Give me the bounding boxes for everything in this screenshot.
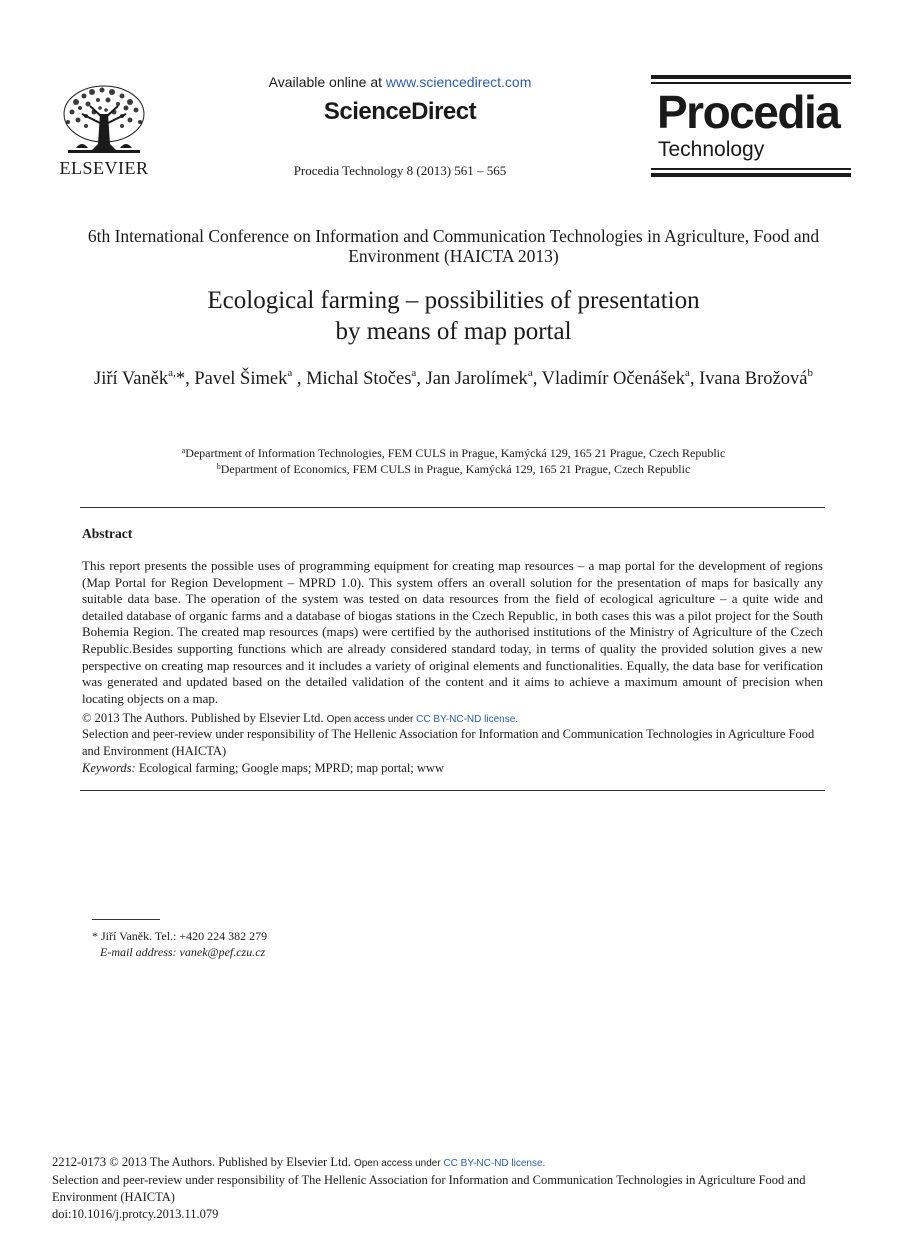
- journal-logo-sub: Technology: [658, 138, 765, 161]
- keywords-text: Ecological farming; Google maps; MPRD; map portal; www: [135, 761, 444, 775]
- author-name: Ivana Brožová: [699, 369, 808, 389]
- footnote-rule: [92, 919, 160, 920]
- affiliation-sup: b: [216, 462, 221, 471]
- divider-bottom: [80, 790, 825, 791]
- author-sup: a: [411, 367, 417, 379]
- affiliation-sup: a: [181, 446, 186, 455]
- available-online: [200, 74, 600, 90]
- abstract-body: This report presents the possible uses of programming equipment for creating map resources – a map portal for the development of regions (Map Portal for Region Development – MPRD 1.0). This system offers an overall solution for the presentation of maps for basically any suitable data base. The operation of the system was tested on data resources from the field of ecological agriculture – a quite wide and detailed database of organic farms and a database of biogas stations in the Czech Republic, in both cases this was a pilot project for the South Bohemia Region. The created map resources (maps) were certified by the authorised institutions of the Ministry of Agriculture of the Czech Republic.Besides supporting functions which are already considered standard today, in terms of quality the provided solution gives a new perspective on creating map resources and it includes a variety of original elements and functionalities. Equally, the data base for verification was generated and updated based on the detailed validation of the content and it aims to achieve a maximum amount of precision when locating objects on a map.: [82, 558, 823, 706]
- author-sup: a: [684, 367, 690, 379]
- title-line-2: by means of map portal: [335, 318, 572, 345]
- peer-review-statement: Selection and peer-review under responsibility of The Hellenic Association for Information and Communication Technologies in Agriculture Food and Environment (HAICTA): [82, 727, 815, 758]
- affiliation-text: Department of Economics, FEM CULS in Prague, Kamýcká 129, 165 21 Prague, Czech Republic: [220, 462, 691, 476]
- logo-bar-bottom-thin: [651, 168, 851, 170]
- logo-bar-top: [651, 75, 851, 79]
- available-prefix: Available online at: [268, 74, 386, 90]
- copyright-text: © 2013 The Authors. Published by Elsevier Ltd.: [82, 711, 327, 725]
- journal-logo-name: Procedia: [657, 86, 840, 138]
- footer-peer-review: Selection and peer-review under responsibility of The Hellenic Association for Information and Communication Technologies in Agriculture Food and Environment (HAICTA): [52, 1173, 806, 1204]
- footer-license-link[interactable]: CC BY-NC-ND license.: [443, 1158, 546, 1169]
- author-name: Jan Jarolímek: [425, 369, 528, 389]
- footer-open-access: Open access under: [353, 1158, 444, 1169]
- sciencedirect-link[interactable]: www.sciencedirect.com: [385, 74, 532, 90]
- open-access-text: Open access under: [326, 714, 417, 725]
- page-footer: [52, 1154, 852, 1223]
- author-sup: a,: [168, 367, 176, 379]
- footer-issn: 2212-0173 © 2013 The Authors. Published by Elsevier Ltd.: [52, 1155, 354, 1169]
- author-name: Michal Stočes: [306, 369, 412, 389]
- journal-reference: Procedia Technology 8 (2013) 561 – 565: [293, 163, 507, 178]
- affiliation-text: Department of Information Technologies, FEM CULS in Prague, Kamýcká 129, 165 21 Prague, Czech Republic: [185, 446, 726, 460]
- journal-logo: [651, 75, 851, 177]
- affiliation-a: [60, 446, 847, 461]
- footer-copyright: [52, 1154, 852, 1172]
- author-name: Vladimír Očenášek: [541, 369, 685, 389]
- footnote-contact: * Jiří Vaněk. Tel.: +420 224 382 279: [92, 929, 268, 943]
- author-sup: a: [527, 367, 533, 379]
- logo-bar-bottom: [651, 173, 851, 177]
- author-name: Pavel Šimek: [194, 369, 288, 389]
- footnote-email: E-mail address: vanek@pef.czu.cz: [100, 945, 266, 959]
- paper-title: [60, 285, 847, 347]
- author-name: Jiří Vaněk: [94, 369, 169, 389]
- license-link[interactable]: CC BY-NC-ND license.: [416, 714, 519, 725]
- logo-bar-top-thin: [651, 82, 851, 84]
- author-sup: b: [807, 367, 813, 379]
- affiliation-b: [60, 462, 847, 477]
- keywords-label: Keywords:: [82, 761, 136, 775]
- author-list: Jiří Vaněk$^{a,}$*, Pavel Šimek$^a$ , Michal Stočes$^a$, Jan Jarolímek$^a$, Vladimír Očenášek$^a$, Ivana Brožová$^b$: [94, 367, 813, 389]
- footer-doi: doi:10.1016/j.protcy.2013.11.079: [52, 1207, 219, 1221]
- keywords-line: [82, 760, 827, 777]
- abstract-heading: Abstract: [82, 526, 133, 541]
- sciencedirect-logo: ScienceDirect: [323, 98, 477, 125]
- author-sup: a: [287, 367, 293, 379]
- conference-name: 6th International Conference on Information and Communication Technologies in Agriculture, Food and Environment (HAICTA 2013): [87, 226, 820, 266]
- corresponding-mark: *: [175, 369, 186, 389]
- publisher-wordmark: ELSEVIER: [59, 158, 149, 178]
- divider-top: [80, 507, 825, 508]
- title-line-1: Ecological farming – possibilities of presentation: [207, 287, 700, 314]
